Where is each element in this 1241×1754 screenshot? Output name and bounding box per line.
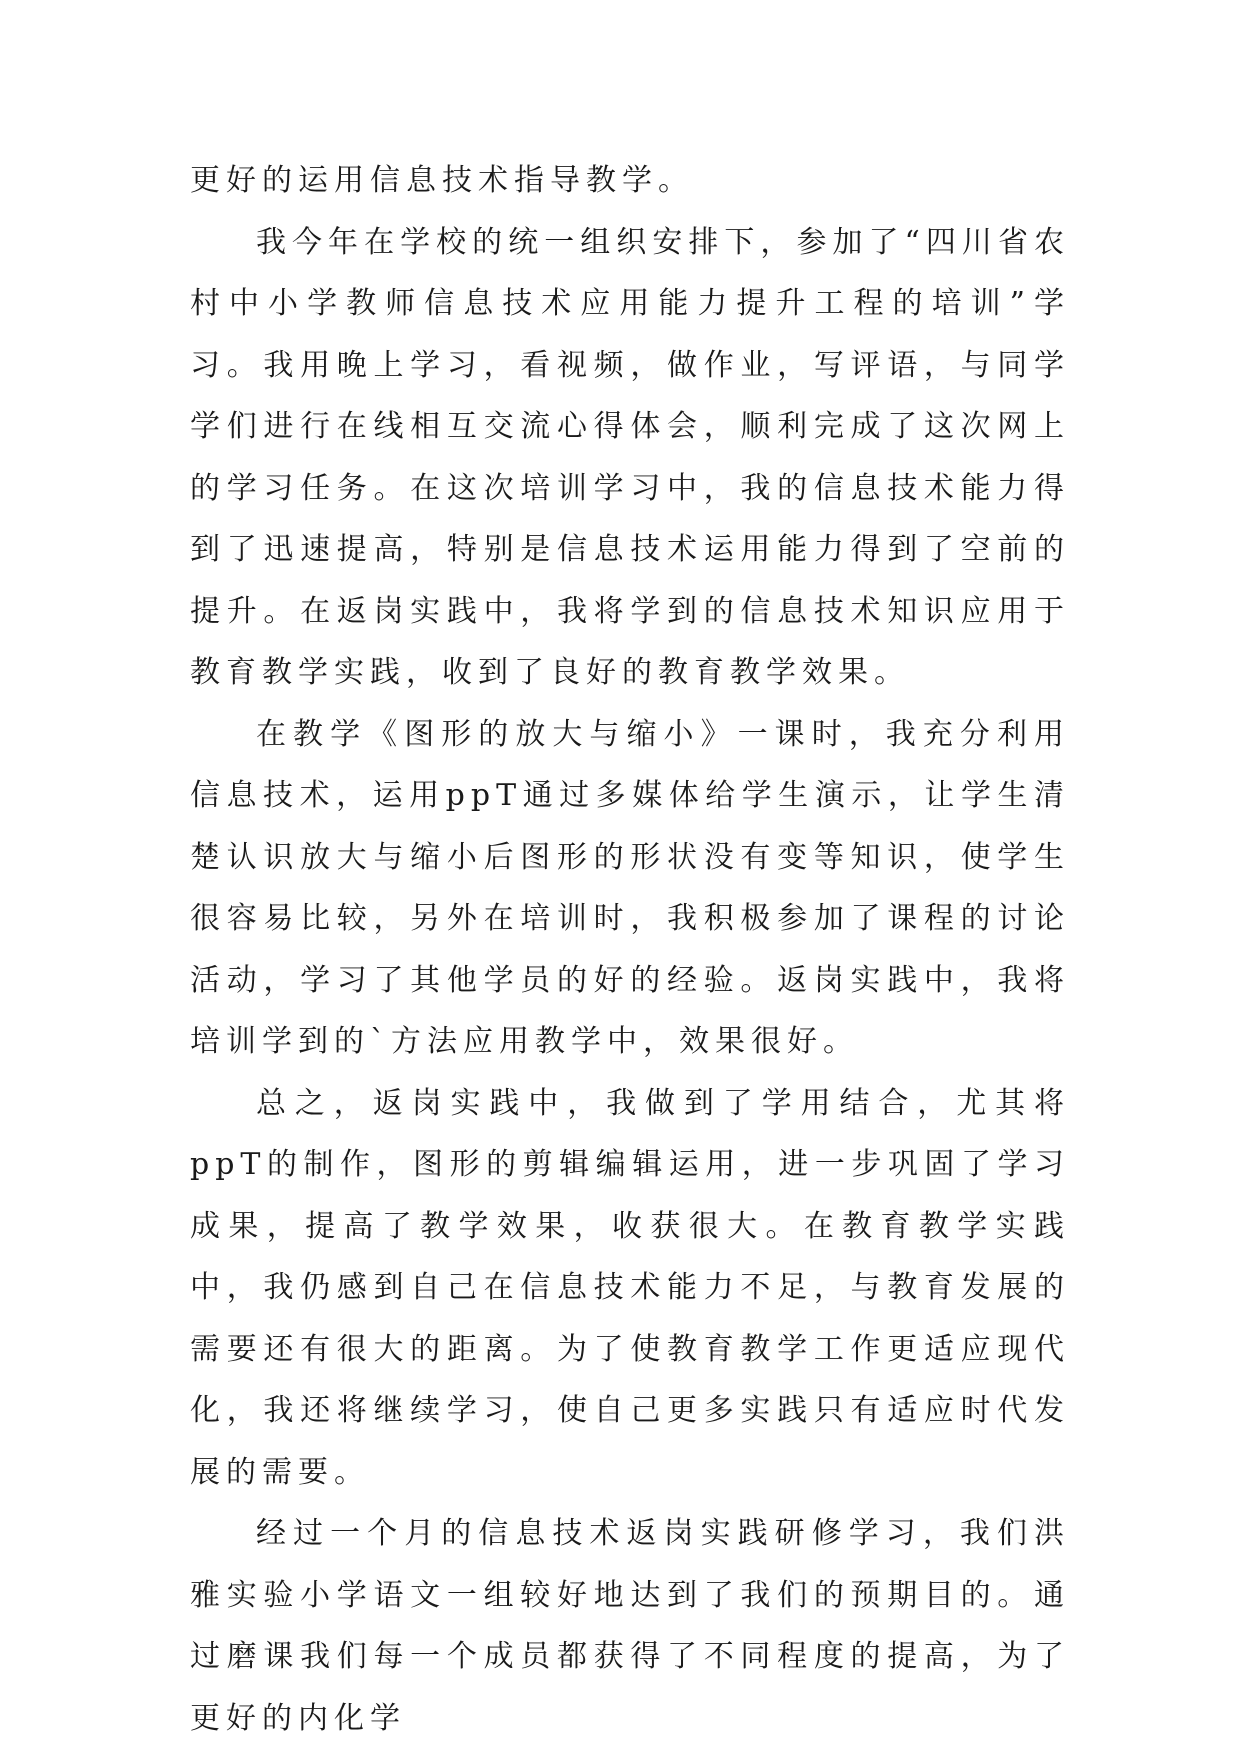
document-page [190,150,1070,1749]
paragraph-summary: 总之，返岗实践中，我做到了学用结合，尤其将ppT的制作，图形的剪辑编辑运用，进一步巩固了学习成果，提高了教学效果，收获很大。在教育教学实践中，我仍感到自己在信息技术能力不足，与教育发展的需要还有很大的距离。为了使教育教学工作更适应现代化，我还将继续学习，使自己更多实践只有适应时代发展的需要。 [190,1085,1070,1490]
paragraph-lesson-example: 在教学《图形的放大与缩小》一课时，我充分利用信息技术，运用ppT通过多媒体给学生演示，让学生清楚认识放大与缩小后图形的形状没有变等知识，使学生很容易比较，另外在培训时，我积极参加了课程的讨论活动，学习了其他学员的好的经验。返岗实践中，我将培训学到的`方法应用教学中，效果很好。 [190,716,1070,1059]
paragraph-continuation: 更好的运用信息技术指导教学。 [190,163,694,198]
paragraph-training: 我今年在学校的统一组织安排下，参加了“四川省农村中小学教师信息技术应用能力提升工程的培训”学习。我用晚上学习，看视频，做作业，写评语，与同学学们进行在线相互交流心得体会，顺利完成了这次网上的学习任务。在这次培训学习中，我的信息技术能力得到了迅速提高，特别是信息技术运用能力得到了空前的提升。在返岗实践中，我将学到的信息技术知识应用于教育教学实践，收到了良好的教育教学效果。 [190,224,1070,690]
paragraph-group-study: 经过一个月的信息技术返岗实践研修学习，我们洪雅实验小学语文一组较好地达到了我们的预期目的。通过磨课我们每一个成员都获得了不同程度的提高，为了更好的内化学 [190,1516,1070,1736]
